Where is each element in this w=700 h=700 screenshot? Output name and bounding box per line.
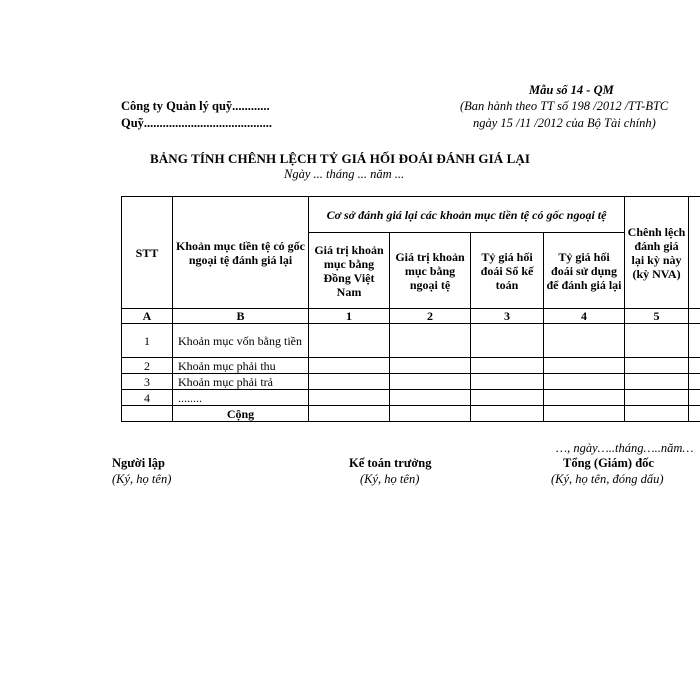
table-row [122, 358, 700, 374]
document-date: Ngày ... tháng ... năm ... [284, 167, 405, 181]
header-extra [689, 197, 700, 309]
table-row [122, 390, 700, 406]
form-number: Mẫu số 14 - QM [529, 83, 614, 97]
row-item: Khoản mục phải trả [173, 374, 309, 390]
row-item: ........ [173, 390, 309, 406]
header-diff: Chênh lệch đánh giá lại kỳ này (kỳ NVA) [625, 197, 689, 309]
director-note: (Ký, họ tên, đóng dấu) [551, 472, 664, 486]
signature-date: …, ngày…..tháng…..năm… [556, 441, 694, 455]
chief-accountant-title: Kế toán trưởng [349, 456, 432, 470]
index-cell: 2 [390, 309, 471, 324]
index-cell [689, 309, 700, 324]
header-vnd-value: Giá trị khoản mục bằng Đồng Việt Nam [309, 233, 390, 309]
total-label: Cộng [173, 406, 309, 422]
index-cell: 3 [471, 309, 544, 324]
issued-date-note: ngày 15 /11 /2012 của Bộ Tài chính) [473, 116, 656, 130]
total-row [122, 406, 700, 422]
header-book-rate: Tỷ giá hối đoái Sổ kế toán [471, 233, 544, 309]
index-cell: 1 [309, 309, 390, 324]
index-cell: A [122, 309, 173, 324]
row-stt: 1 [122, 324, 173, 358]
row-stt: 3 [122, 374, 173, 390]
issued-by-note: (Ban hành theo TT số 198 /2012 /TT-BTC [460, 99, 669, 113]
header-reval-rate: Tỷ giá hối đoái sử dụng để đánh giá lại [544, 233, 625, 309]
row-stt: 4 [122, 390, 173, 406]
index-cell: 4 [544, 309, 625, 324]
row-stt: 2 [122, 358, 173, 374]
index-cell: 5 [625, 309, 689, 324]
header-fx-value: Giá trị khoản mục bằng ngoại tệ [390, 233, 471, 309]
director-title: Tổng (Giám) đốc [563, 456, 654, 470]
header-basis-group: Cơ sở đánh giá lại các khoản mục tiền tệ có gốc ngoại tệ [309, 197, 625, 233]
document-title: BẢNG TÍNH CHÊNH LỆCH TỶ GIÁ HỐI ĐOÁI ĐÁNH GIÁ LẠI [150, 151, 531, 166]
index-cell: B [173, 309, 309, 324]
fund-name: Quỹ......................................... [121, 116, 273, 130]
company-name: Công ty Quản lý quỹ............ [121, 99, 270, 113]
preparer-title: Người lập [112, 456, 165, 470]
header-item: Khoản mục tiền tệ có gốc ngoại tệ đánh giá lại [173, 197, 309, 309]
header-stt: STT [122, 197, 173, 309]
table-row [122, 324, 700, 358]
revaluation-table [121, 196, 700, 422]
row-item: Khoản mục vốn bằng tiền [173, 324, 309, 358]
row-item: Khoản mục phải thu [173, 358, 309, 374]
preparer-note: (Ký, họ tên) [112, 472, 172, 486]
chief-accountant-note: (Ký, họ tên) [360, 472, 420, 486]
table-row [122, 374, 700, 390]
